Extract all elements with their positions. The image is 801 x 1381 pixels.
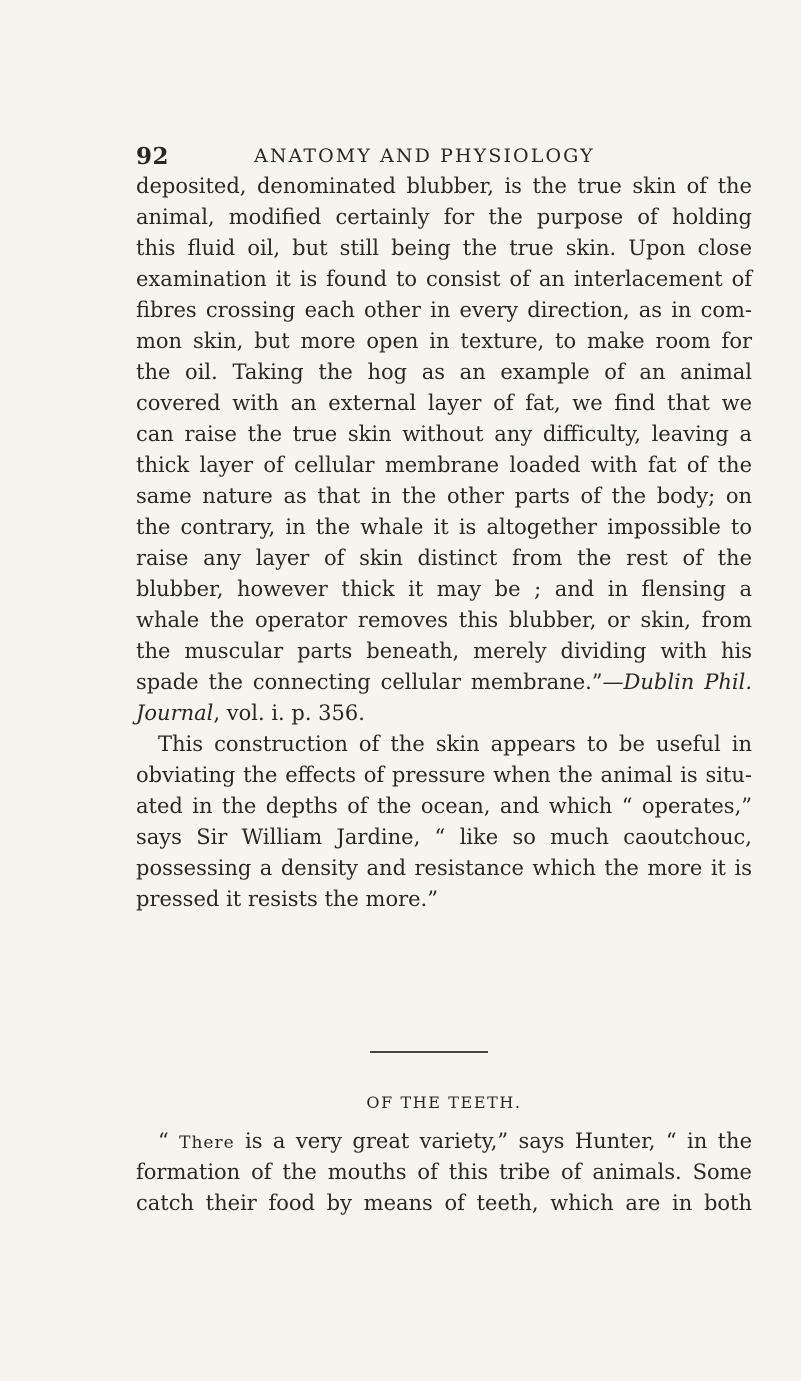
text-line-with-citation: [136, 667, 752, 698]
text-line: formation of the mouths of this tribe of animals. Some: [136, 1160, 752, 1184]
text-line: obviating the effects of pressure when the animal is situ-: [136, 763, 752, 787]
text-fragment: spade the connecting cellular membrane.”—: [136, 670, 624, 694]
text-line: blubber, however thick it may be ; and in flensing a: [136, 577, 752, 601]
citation-journal-cont: Journal: [136, 701, 214, 725]
running-title: ANATOMY AND PHYSIOLOGY: [254, 145, 595, 167]
text-line: covered with an external layer of fat, we find that we: [136, 391, 752, 415]
text-line: the oil. Taking the hog as an example of an animal: [136, 360, 752, 384]
text-line: same nature as that in the other parts of the body; on: [136, 484, 752, 508]
citation-reference: , vol. i. p. 356.: [213, 701, 365, 725]
text-line: the muscular parts beneath, merely dividing with his: [136, 639, 752, 663]
text-line: raise any layer of skin distinct from the rest of the: [136, 546, 752, 570]
text-line: thick layer of cellular membrane loaded with fat of the: [136, 453, 752, 477]
section-body: [136, 1126, 752, 1219]
text-fragment: is a very great variety,” says Hunter, “ in the: [234, 1129, 752, 1153]
text-line: mon skin, but more open in texture, to make room for: [136, 329, 752, 353]
text-line: deposited, denominated blubber, is the true skin of the: [136, 174, 752, 198]
section-heading: OF THE TEETH.: [366, 1093, 522, 1112]
text-line: can raise the true skin without any difficulty, leaving a: [136, 422, 752, 446]
text-line: ated in the depths of the ocean, and which “ operates,”: [136, 794, 752, 818]
text-line: This construction of the skin appears to be useful in: [158, 732, 752, 756]
text-line: catch their food by means of teeth, which are in both: [136, 1191, 752, 1215]
body-text: [136, 171, 752, 915]
text-line: fibres crossing each other in every direction, as in com-: [136, 298, 752, 322]
text-line: this fluid oil, but still being the true skin. Upon close: [136, 236, 752, 260]
page-number: 92: [136, 143, 170, 170]
text-line: animal, modified certainly for the purpose of holding: [136, 205, 752, 229]
text-line: the contrary, in the whale it is altogether impossible to: [136, 515, 752, 539]
text-line: examination it is found to consist of an interlacement of: [136, 267, 752, 291]
small-caps-first-word: There: [179, 1133, 235, 1153]
section-divider: [370, 1051, 488, 1053]
text-line: [136, 1126, 752, 1157]
opening-quote: “: [158, 1129, 180, 1153]
citation-journal: Dublin Phil.: [623, 670, 753, 694]
text-line: pressed it resists the more.”: [136, 887, 438, 911]
citation-line: [136, 698, 752, 729]
text-line: says Sir William Jardine, “ like so much caoutchouc,: [136, 825, 752, 849]
text-line: whale the operator removes this blubber, or skin, from: [136, 608, 752, 632]
text-line: possessing a density and resistance which the more it is: [136, 856, 752, 880]
